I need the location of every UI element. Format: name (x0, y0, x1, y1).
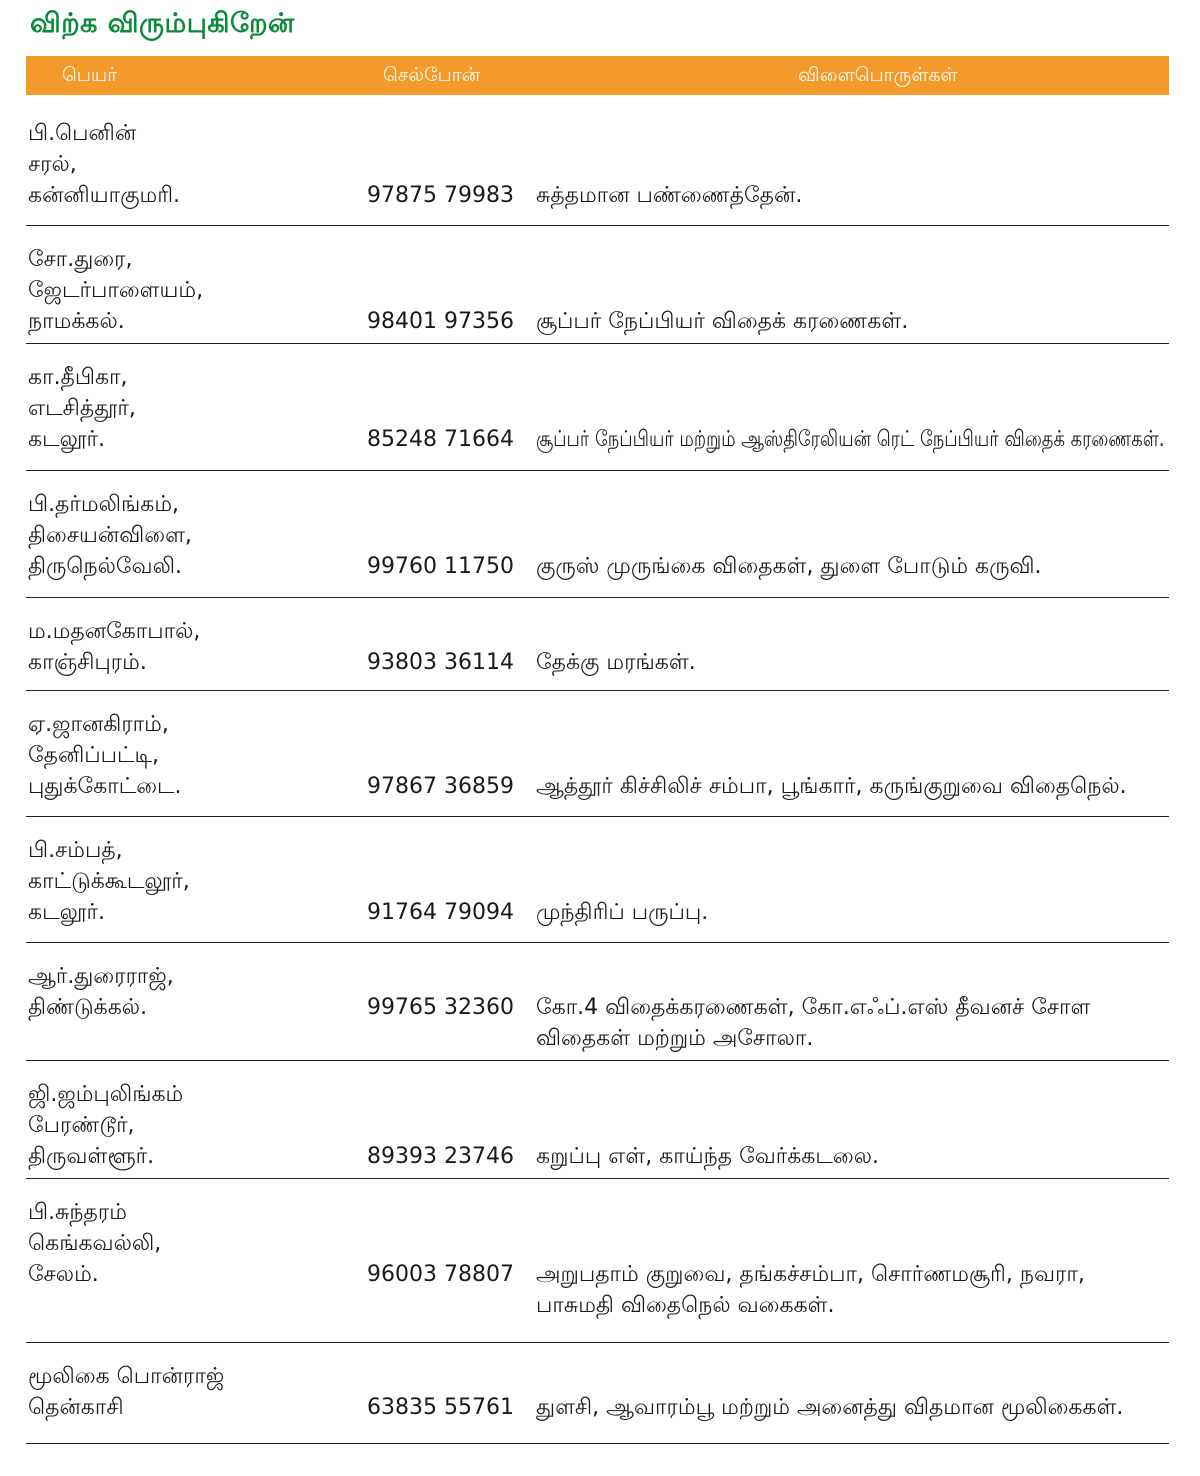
table-row (26, 817, 1169, 943)
product-line: கோ.4 விதைக்கரணைகள், கோ.எஃப்.எஸ் தீவனச் சோள (536, 995, 1091, 1020)
product-line: சூப்பர் நேப்பியர் மற்றும் ஆஸ்திரேலியன் ரெட் நேப்பியர் விதைக் கரணைகள். (536, 427, 1165, 452)
phone-number: 97875 79983 (367, 183, 514, 208)
product-description (536, 771, 1127, 802)
seller-name-line: பி.தர்மலிங்கம், (28, 492, 180, 517)
seller-name-line: காட்டுக்கூடலூர், (28, 869, 190, 894)
seller-name-line: திண்டுக்கல். (28, 995, 148, 1020)
seller-name (28, 244, 203, 337)
seller-name-line: கடலூர். (28, 900, 105, 925)
phone-number: 85248 71664 (367, 427, 514, 452)
product-line: துளசி, ஆவாரம்பூ மற்றும் அனைத்து விதமான மூலிகைகள். (536, 1395, 1124, 1420)
seller-name (28, 118, 180, 211)
table-row (26, 1061, 1169, 1179)
product-line: முந்திரிப் பருப்பு. (536, 900, 709, 925)
seller-name-line: திருவள்ளூர். (28, 1144, 155, 1169)
phone-number: 97867 36859 (367, 774, 514, 799)
phone-number: 63835 55761 (367, 1395, 514, 1420)
seller-name-line: பி.சுந்தரம் (28, 1200, 127, 1225)
product-description (536, 1141, 879, 1172)
seller-name-line: ம.மதனகோபால், (28, 619, 201, 644)
seller-name-line: புதுக்கோட்டை. (28, 774, 182, 799)
table-row (26, 1179, 1169, 1343)
product-line: தேக்கு மரங்கள். (536, 650, 696, 675)
seller-name (28, 835, 190, 928)
page-title: விற்க விரும்புகிறேன் (30, 8, 295, 39)
seller-name-line: கெங்கவல்லி, (28, 1231, 162, 1256)
seller-name-line: ஆர்.துரைராஜ், (28, 964, 174, 989)
seller-name-line: சேலம். (28, 1262, 99, 1287)
seller-name-line: திருநெல்வேலி. (28, 554, 182, 579)
seller-name-line: ஜேடர்பாளையம், (28, 278, 204, 303)
phone-number: 98401 97356 (367, 309, 514, 334)
seller-name-line: கடலூர். (28, 427, 105, 452)
table-row (26, 1343, 1169, 1444)
seller-name-line: சோ.துரை, (28, 247, 133, 272)
seller-name-line: திசையன்விளை, (28, 523, 192, 548)
product-description (536, 897, 708, 928)
seller-name-line: கா.தீபிகா, (28, 365, 128, 390)
seller-name-line: எடசித்தூர், (28, 396, 136, 421)
product-description (536, 551, 1042, 582)
product-description (536, 1259, 1085, 1321)
seller-name (28, 489, 192, 582)
table-header (26, 56, 1169, 95)
table-row (26, 943, 1169, 1061)
table-row (26, 226, 1169, 344)
seller-name-line: காஞ்சிபுரம். (28, 650, 147, 675)
seller-name (28, 1197, 161, 1290)
header-phone: செல்போன் (383, 64, 481, 86)
seller-name-line: தேனிப்பட்டி, (28, 743, 160, 768)
seller-name (28, 709, 182, 802)
seller-name-line: பேரண்டூர், (28, 1113, 135, 1138)
seller-name-line: கன்னியாகுமரி. (28, 183, 181, 208)
table-row (26, 100, 1169, 226)
header-name: பெயர் (62, 64, 118, 86)
phone-number: 99765 32360 (367, 995, 514, 1020)
product-line: சுத்தமான பண்ணைத்தேன். (536, 183, 803, 208)
product-line: அறுபதாம் குறுவை, தங்கச்சம்பா, சொர்ணமசூரி, நவரா, (536, 1262, 1085, 1287)
product-description (536, 1392, 1123, 1423)
seller-name (28, 616, 200, 678)
product-description (536, 306, 908, 337)
product-line: ஆத்தூர் கிச்சிலிச் சம்பா, பூங்கார், கருங்குறுவை விதைநெல். (536, 774, 1127, 799)
seller-name (28, 1079, 183, 1172)
phone-number: 99760 11750 (367, 554, 514, 579)
table-row (26, 691, 1169, 817)
listing-table (26, 100, 1169, 1444)
seller-name-line: தென்காசி (28, 1395, 124, 1420)
phone-number: 93803 36114 (367, 650, 514, 675)
seller-name (28, 1361, 224, 1423)
seller-name (28, 961, 174, 1023)
product-description (536, 647, 696, 678)
seller-name-line: பி.பெனின் (28, 121, 137, 146)
product-description (536, 180, 802, 211)
phone-number: 96003 78807 (367, 1262, 514, 1287)
phone-number: 91764 79094 (367, 900, 514, 925)
seller-name-line: பி.சம்பத், (28, 838, 123, 863)
header-product: விளைபொருள்கள் (798, 64, 958, 86)
table-row (26, 471, 1169, 598)
product-description (536, 424, 1165, 455)
seller-name-line: ஜி.ஜம்புலிங்கம் (28, 1082, 184, 1107)
product-line: பாசுமதி விதைநெல் வகைகள். (536, 1293, 835, 1318)
seller-name-line: சரல், (28, 152, 77, 177)
product-line: சூப்பர் நேப்பியர் விதைக் கரணைகள். (536, 309, 909, 334)
product-description (536, 992, 1090, 1054)
seller-name-line: ஏ.ஜானகிராம், (28, 712, 169, 737)
product-line: கறுப்பு எள், காய்ந்த வேர்க்கடலை. (536, 1144, 879, 1169)
seller-name (28, 362, 136, 455)
table-row (26, 598, 1169, 691)
table-row (26, 344, 1169, 471)
product-line: குருஸ் முருங்கை விதைகள், துளை போடும் கருவி. (536, 554, 1042, 579)
product-line: விதைகள் மற்றும் அசோலா. (536, 1026, 814, 1051)
phone-number: 89393 23746 (367, 1144, 514, 1169)
seller-name-line: மூலிகை பொன்ராஜ் (28, 1364, 225, 1389)
seller-name-line: நாமக்கல். (28, 309, 125, 334)
